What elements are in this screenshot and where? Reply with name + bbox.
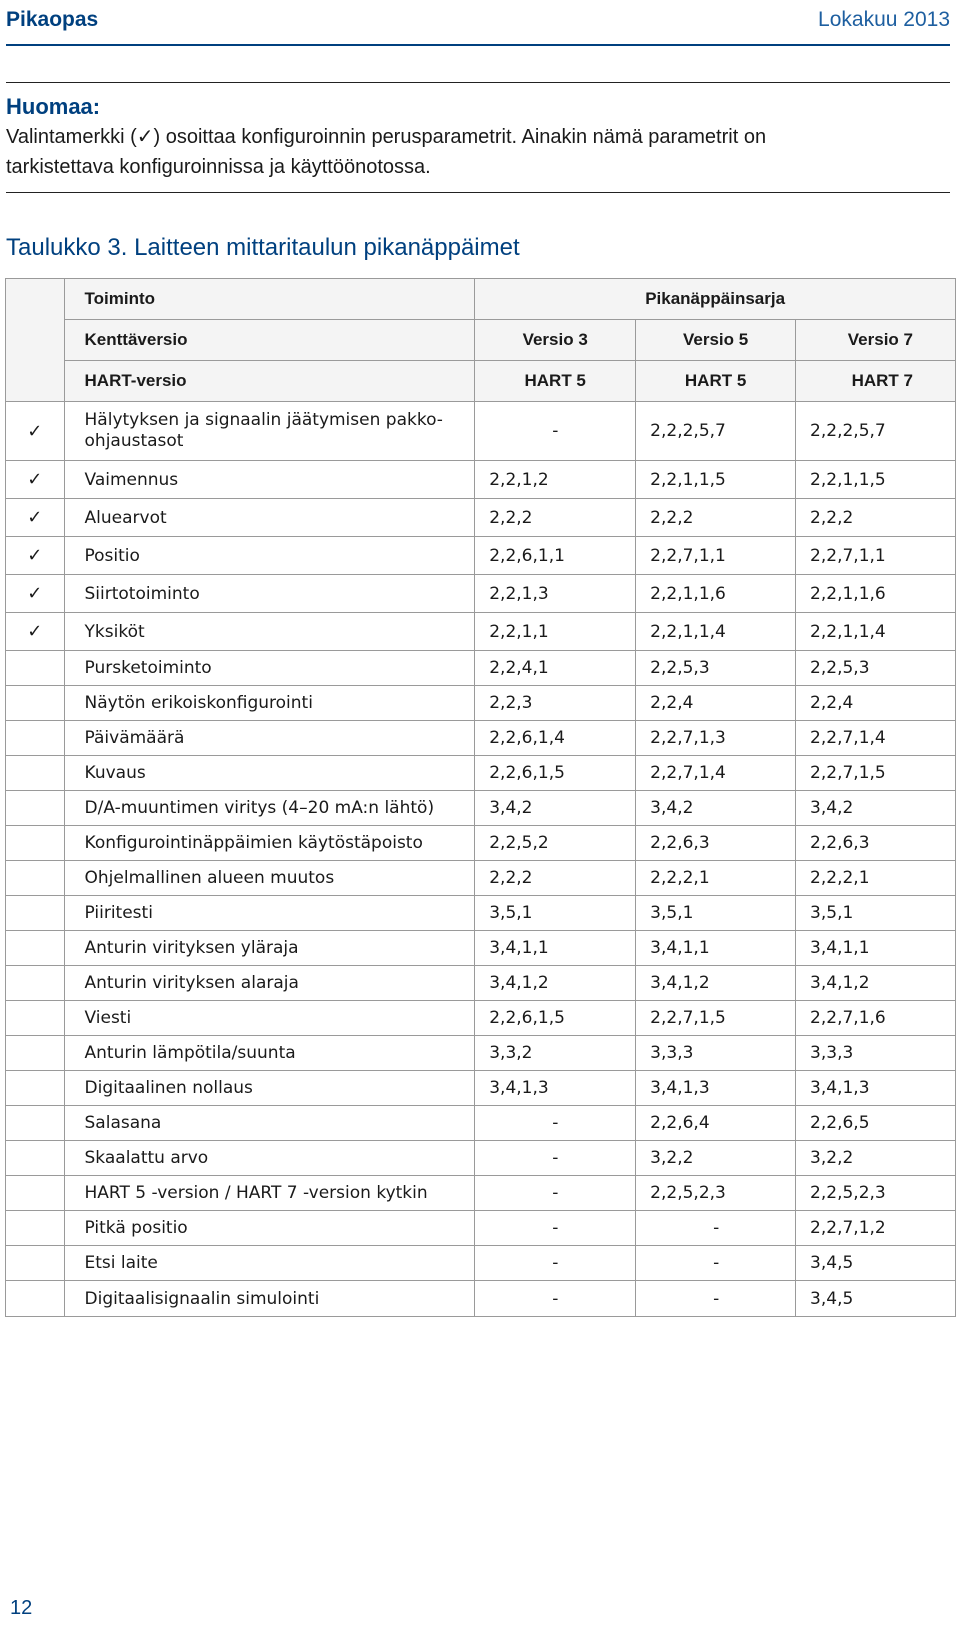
sequence-v5: 3,4,1,1 — [636, 931, 796, 966]
function-name: Siirtotoiminto — [64, 575, 475, 613]
table-row — [6, 1246, 956, 1281]
sequence-v3: 2,2,4,1 — [475, 651, 636, 686]
check-column-header — [6, 279, 65, 402]
sequence-v7: 2,2,1,1,4 — [796, 613, 956, 651]
table-row — [6, 402, 956, 461]
sequence-v3: 2,2,2 — [475, 499, 636, 537]
sequence-v3: - — [475, 1106, 636, 1141]
note-line-1: Valintamerkki (✓) osoittaa konfiguroinnin perusparametrit. Ainakin nämä parametrit on — [6, 126, 767, 148]
check-icon: ✓ — [6, 537, 65, 575]
function-name: Pursketoiminto — [64, 651, 475, 686]
sequence-v7: 3,4,1,3 — [796, 1071, 956, 1106]
table-row — [6, 1071, 956, 1106]
sequence-v5: 2,2,1,1,5 — [636, 461, 796, 499]
sequence-v7: 2,2,2,5,7 — [796, 402, 956, 461]
sequence-v3: 2,2,1,3 — [475, 575, 636, 613]
table-row — [6, 756, 956, 791]
function-name: Vaimennus — [64, 461, 475, 499]
function-name: Viesti — [64, 1001, 475, 1036]
header-divider — [6, 44, 950, 46]
sequence-v7: 2,2,7,1,4 — [796, 721, 956, 756]
header-field-version: Kenttäversio — [64, 320, 475, 361]
table-row — [6, 651, 956, 686]
sequence-v3: - — [475, 402, 636, 461]
table-row — [6, 966, 956, 1001]
sequence-v5: 2,2,1,1,4 — [636, 613, 796, 651]
function-name: Anturin lämpötila/suunta — [64, 1036, 475, 1071]
header-row-field-version — [6, 320, 956, 361]
sequence-v3: 2,2,6,1,5 — [475, 1001, 636, 1036]
sequence-v7: 2,2,6,5 — [796, 1106, 956, 1141]
sequence-v5: 2,2,1,1,6 — [636, 575, 796, 613]
sequence-v5: 2,2,6,4 — [636, 1106, 796, 1141]
function-name: Piiritesti — [64, 896, 475, 931]
check-cell-empty — [6, 1176, 65, 1211]
sequence-v7: 2,2,7,1,6 — [796, 1001, 956, 1036]
sequence-v7: 3,3,3 — [796, 1036, 956, 1071]
sequence-v3: 3,4,1,2 — [475, 966, 636, 1001]
sequence-v3: 3,3,2 — [475, 1036, 636, 1071]
sequence-v5: 2,2,7,1,3 — [636, 721, 796, 756]
table-row — [6, 791, 956, 826]
check-cell-empty — [6, 966, 65, 1001]
function-name: Positio — [64, 537, 475, 575]
note-body — [6, 122, 906, 182]
check-icon: ✓ — [6, 613, 65, 651]
table-title: Taulukko 3. Laitteen mittaritaulun pikanäppäimet — [6, 234, 520, 261]
table-row — [6, 1281, 956, 1317]
function-name: Kuvaus — [64, 756, 475, 791]
check-cell-empty — [6, 1246, 65, 1281]
check-icon: ✓ — [6, 461, 65, 499]
check-cell-empty — [6, 791, 65, 826]
shortcut-table — [5, 278, 956, 1317]
table-row — [6, 1211, 956, 1246]
sequence-v7: 2,2,5,2,3 — [796, 1176, 956, 1211]
sequence-v5: 2,2,6,3 — [636, 826, 796, 861]
header-function: Toiminto — [64, 279, 475, 320]
sequence-v7: 3,2,2 — [796, 1141, 956, 1176]
check-cell-empty — [6, 651, 65, 686]
sequence-v3: 2,2,5,2 — [475, 826, 636, 861]
check-cell-empty — [6, 721, 65, 756]
sequence-v7: 3,4,2 — [796, 791, 956, 826]
sequence-v5: 2,2,2 — [636, 499, 796, 537]
table-row — [6, 896, 956, 931]
function-name: Päivämäärä — [64, 721, 475, 756]
header-row-hart-version — [6, 361, 956, 402]
sequence-v7: 3,4,1,1 — [796, 931, 956, 966]
table-row — [6, 1176, 956, 1211]
check-cell-empty — [6, 756, 65, 791]
check-cell-empty — [6, 826, 65, 861]
table-row — [6, 461, 956, 499]
table-row — [6, 686, 956, 721]
function-name: Konfigurointinäppäimien käytöstäpoisto — [64, 826, 475, 861]
check-cell-empty — [6, 861, 65, 896]
check-cell-empty — [6, 1106, 65, 1141]
sequence-v7: 2,2,7,1,1 — [796, 537, 956, 575]
sequence-v7: 2,2,1,1,6 — [796, 575, 956, 613]
sequence-v5: 2,2,5,2,3 — [636, 1176, 796, 1211]
header-title: Pikaopas — [6, 8, 99, 31]
sequence-v7: 2,2,5,3 — [796, 651, 956, 686]
table-row — [6, 499, 956, 537]
sequence-v5: 3,2,2 — [636, 1141, 796, 1176]
function-name: Anturin virityksen alaraja — [64, 966, 475, 1001]
sequence-v5: 3,4,1,2 — [636, 966, 796, 1001]
sequence-v7: 2,2,7,1,5 — [796, 756, 956, 791]
function-name: Digitaalisignaalin simulointi — [64, 1281, 475, 1317]
sequence-v3: - — [475, 1281, 636, 1317]
sequence-v3: 3,4,1,1 — [475, 931, 636, 966]
check-cell-empty — [6, 1141, 65, 1176]
function-name: HART 5 -version / HART 7 -version kytkin — [64, 1176, 475, 1211]
check-cell-empty — [6, 1036, 65, 1071]
note-divider-bottom — [6, 192, 950, 193]
function-name: Yksiköt — [64, 613, 475, 651]
function-name: Aluearvot — [64, 499, 475, 537]
sequence-v5: 2,2,2,5,7 — [636, 402, 796, 461]
function-name: Ohjelmallinen alueen muutos — [64, 861, 475, 896]
sequence-v7: 3,4,1,2 — [796, 966, 956, 1001]
note-divider-top — [6, 82, 950, 83]
sequence-v3: 2,2,6,1,1 — [475, 537, 636, 575]
sequence-v5: 2,2,4 — [636, 686, 796, 721]
check-icon: ✓ — [6, 402, 65, 461]
sequence-v7: 2,2,7,1,2 — [796, 1211, 956, 1246]
function-name: Pitkä positio — [64, 1211, 475, 1246]
table-row — [6, 1036, 956, 1071]
header-hart-version: HART-versio — [64, 361, 475, 402]
sequence-v3: 2,2,3 — [475, 686, 636, 721]
header-hart-v5: HART 5 — [636, 361, 796, 402]
header-version-3: Versio 3 — [475, 320, 636, 361]
header-hart-v3: HART 5 — [475, 361, 636, 402]
table-row — [6, 861, 956, 896]
table-row — [6, 826, 956, 861]
sequence-v7: 2,2,6,3 — [796, 826, 956, 861]
sequence-v3: - — [475, 1176, 636, 1211]
check-cell-empty — [6, 931, 65, 966]
table-row — [6, 575, 956, 613]
sequence-v7: 2,2,2 — [796, 499, 956, 537]
sequence-v5: 3,5,1 — [636, 896, 796, 931]
table-row — [6, 931, 956, 966]
sequence-v3: 3,4,2 — [475, 791, 636, 826]
sequence-v7: 3,4,5 — [796, 1281, 956, 1317]
sequence-v5: 3,4,1,3 — [636, 1071, 796, 1106]
note-line-2: tarkistettava konfiguroinnissa ja käyttöönotossa. — [6, 156, 431, 178]
sequence-v7: 3,5,1 — [796, 896, 956, 931]
sequence-v3: - — [475, 1211, 636, 1246]
check-cell-empty — [6, 1281, 65, 1317]
function-name: D/A-muuntimen viritys (4–20 mA:n lähtö) — [64, 791, 475, 826]
sequence-v3: 2,2,1,1 — [475, 613, 636, 651]
sequence-v7: 3,4,5 — [796, 1246, 956, 1281]
header-hart-v7: HART 7 — [796, 361, 956, 402]
check-icon: ✓ — [6, 575, 65, 613]
table-row — [6, 613, 956, 651]
sequence-v5: 3,4,2 — [636, 791, 796, 826]
table-row — [6, 1001, 956, 1036]
sequence-v3: 2,2,1,2 — [475, 461, 636, 499]
function-name: Anturin virityksen yläraja — [64, 931, 475, 966]
sequence-v5: - — [636, 1246, 796, 1281]
sequence-v3: 2,2,2 — [475, 861, 636, 896]
sequence-v5: - — [636, 1211, 796, 1246]
sequence-v5: - — [636, 1281, 796, 1317]
check-cell-empty — [6, 896, 65, 931]
header-date: Lokakuu 2013 — [818, 8, 950, 31]
sequence-v5: 2,2,5,3 — [636, 651, 796, 686]
sequence-v7: 2,2,1,1,5 — [796, 461, 956, 499]
check-cell-empty — [6, 686, 65, 721]
sequence-v3: 3,5,1 — [475, 896, 636, 931]
table-row — [6, 721, 956, 756]
check-cell-empty — [6, 1071, 65, 1106]
page-number: 12 — [10, 1597, 33, 1619]
sequence-v5: 2,2,7,1,5 — [636, 1001, 796, 1036]
sequence-v7: 2,2,2,1 — [796, 861, 956, 896]
header-key-sequence: Pikanäppäinsarja — [475, 279, 956, 320]
header-version-5: Versio 5 — [636, 320, 796, 361]
check-cell-empty — [6, 1001, 65, 1036]
check-cell-empty — [6, 1211, 65, 1246]
table-row — [6, 537, 956, 575]
table-row — [6, 1106, 956, 1141]
sequence-v5: 2,2,7,1,1 — [636, 537, 796, 575]
sequence-v3: - — [475, 1141, 636, 1176]
function-name: Näytön erikoiskonfigurointi — [64, 686, 475, 721]
header-row-function — [6, 279, 956, 320]
table-row — [6, 1141, 956, 1176]
function-name: Digitaalinen nollaus — [64, 1071, 475, 1106]
function-name: Salasana — [64, 1106, 475, 1141]
sequence-v5: 2,2,2,1 — [636, 861, 796, 896]
sequence-v7: 2,2,4 — [796, 686, 956, 721]
function-name: Skaalattu arvo — [64, 1141, 475, 1176]
sequence-v3: 3,4,1,3 — [475, 1071, 636, 1106]
sequence-v5: 3,3,3 — [636, 1036, 796, 1071]
function-name: Hälytyksen ja signaalin jäätymisen pakko-ohjaustasot — [64, 402, 475, 461]
sequence-v3: 2,2,6,1,4 — [475, 721, 636, 756]
function-name: Etsi laite — [64, 1246, 475, 1281]
note-heading: Huomaa: — [6, 94, 101, 119]
sequence-v3: 2,2,6,1,5 — [475, 756, 636, 791]
sequence-v5: 2,2,7,1,4 — [636, 756, 796, 791]
sequence-v3: - — [475, 1246, 636, 1281]
check-icon: ✓ — [6, 499, 65, 537]
header-version-7: Versio 7 — [796, 320, 956, 361]
